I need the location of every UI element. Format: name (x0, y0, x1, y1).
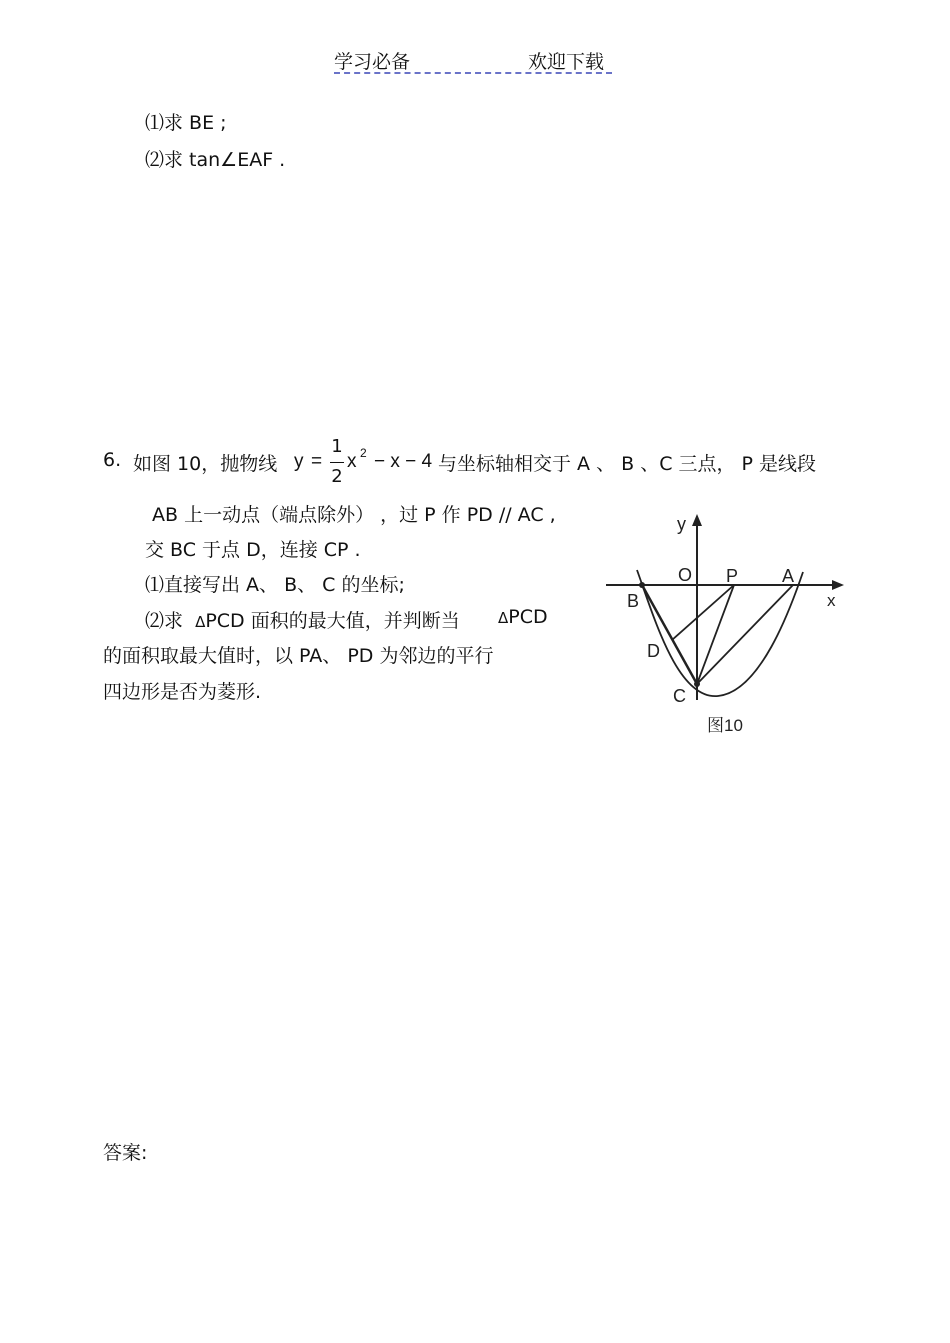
equation-rest: − x − 4 (374, 451, 433, 472)
equation-equals: = (311, 451, 323, 472)
equation-exponent: 2 (360, 446, 367, 460)
header-divider (334, 72, 612, 74)
point-C (694, 681, 700, 687)
header-left: 学习必备 (334, 51, 411, 73)
point-B (639, 582, 645, 588)
question-part2 (145, 606, 460, 633)
equation-denominator: 2 (331, 466, 343, 487)
figure-caption: 图10 (707, 716, 743, 735)
label-A: A (782, 566, 795, 586)
parabola-curve (637, 570, 803, 696)
question-line7: 四边形是否为菱形. (103, 681, 262, 703)
equation-y: y (294, 451, 304, 472)
question-line3: 交 BC 于点 D，连接 CP . (145, 539, 361, 561)
header-right: 欢迎下载 (528, 51, 605, 73)
label-P: P (726, 566, 739, 586)
segment-BC (642, 585, 697, 684)
equation-fraction-bar (330, 462, 344, 463)
question-part2-c: PCD (508, 606, 548, 628)
x-axis-arrow-icon (832, 580, 844, 590)
question-line2: AB 上一动点（端点除外） ，过 P 作 PD // AC , (152, 504, 556, 526)
label-x: x (827, 591, 836, 610)
question-part2-a: ⑵求 (145, 610, 184, 632)
question-number: 6. (103, 449, 122, 471)
figure-10 (598, 508, 858, 743)
question-part2-b: PCD 面积的最大值，并判断当 (205, 610, 460, 632)
label-O: O (678, 565, 693, 585)
label-B: B (627, 591, 640, 611)
equation-x: x (347, 451, 357, 472)
question-line6: 的面积取最大值时，以 PA、 PD 为邻边的平行 (103, 645, 494, 667)
triangle-symbol: Δ (498, 609, 509, 627)
question-intro: 如图 10，抛物线 (133, 453, 278, 475)
triangle-symbol: Δ (195, 613, 206, 631)
label-C: C (673, 686, 686, 706)
prev-question-part1: ⑴求 BE ; (145, 112, 227, 134)
label-D: D (647, 641, 660, 661)
question-intro-tail: 与坐标轴相交于 A 、 B 、C 三点， P 是线段 (438, 453, 817, 475)
label-y: y (677, 514, 686, 534)
question-part1: ⑴直接写出 A、 B、 C 的坐标; (145, 574, 405, 596)
segment-PC (697, 585, 734, 684)
equation-numerator: 1 (331, 436, 343, 457)
prev-question-part2: ⑵求 tan∠EAF . (145, 149, 286, 171)
question-part2-end (498, 606, 548, 628)
segment-PD (672, 585, 734, 640)
y-axis-arrow-icon (692, 514, 702, 526)
answer-label: 答案: (103, 1142, 148, 1164)
